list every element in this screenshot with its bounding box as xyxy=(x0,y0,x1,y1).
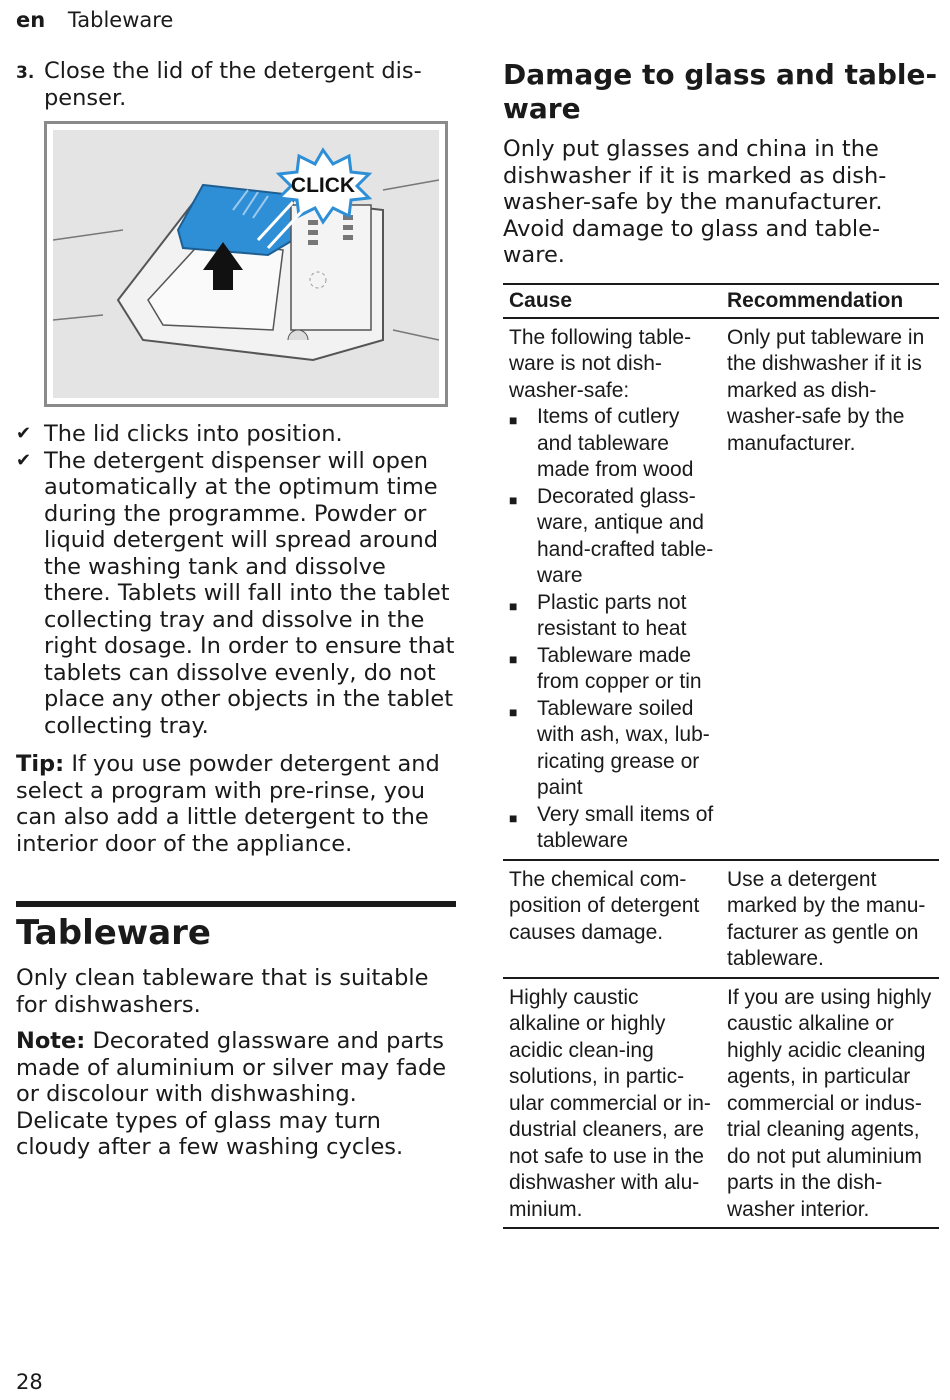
square-bullet-icon: ■ xyxy=(509,597,518,614)
square-bullet-icon: ■ xyxy=(509,650,518,667)
check-icon: ✔ xyxy=(16,449,32,471)
square-bullet-icon: ■ xyxy=(509,412,518,428)
list-item: ■ Plastic parts not resistant to heat xyxy=(509,590,715,643)
not-safe-list xyxy=(509,404,715,855)
column-header-cause: Cause xyxy=(503,284,721,318)
table-row xyxy=(503,978,939,1229)
cause-cell: The following table-ware is not dish-washer-safe: ■ Items of cutlery and tableware made from wood ■ Decorated glass-ware, antique and hand-crafted table-ware ■ Plastic parts not resistant to heat ■ Tableware made from copper or tin ■ Tableware soiled with ash, wax, lub-ricating grease or paint ■ Very small items of tableware xyxy=(503,318,721,860)
list-item: ■ Items of cutlery and tableware made from wood xyxy=(509,404,715,484)
page-number: 28 xyxy=(16,1370,43,1394)
tip-paragraph: Tip: If you use powder detergent and select a program with pre-rinse, you can also add a little detergent to the interior door of the appliance. xyxy=(16,751,440,857)
square-bullet-icon: ■ xyxy=(509,703,518,720)
dispenser-drawing xyxy=(53,130,439,398)
table-row xyxy=(503,860,939,978)
cause-recommendation-table xyxy=(503,283,939,1230)
cause-cell: The chemical com-position of detergent causes damage. xyxy=(503,860,721,978)
tip-label: Tip: xyxy=(16,751,65,777)
page-header xyxy=(16,8,173,32)
list-item: ■ Decorated glass-ware, antique and hand-crafted table-ware xyxy=(509,484,715,590)
step-3 xyxy=(16,58,456,111)
result-item: ✔ The lid clicks into position. xyxy=(16,421,343,447)
note-label: Note: xyxy=(16,1028,86,1054)
list-item: ■ Tableware soiled with ash, wax, lub-ricating grease or paint xyxy=(509,696,715,802)
tableware-intro: Only clean tableware that is suitable for dishwashers. xyxy=(16,965,429,1018)
cause-cell: Highly caustic alkaline or highly acidic clean-ing solutions, in partic-ular commercial or in-dustrial cleaners, are not safe to use in the dishwasher with alu-minium. xyxy=(503,978,721,1229)
section-title: Tableware xyxy=(67,8,174,32)
result-list xyxy=(16,421,456,739)
right-column xyxy=(503,58,939,1229)
language-code: en xyxy=(16,8,46,32)
section-rule xyxy=(16,901,456,907)
square-bullet-icon: ■ xyxy=(509,809,518,826)
detergent-dispenser-illustration xyxy=(44,121,448,407)
square-bullet-icon: ■ xyxy=(509,491,518,508)
click-label: CLICK xyxy=(290,174,356,197)
table-header-row xyxy=(503,284,939,318)
step-number: 3. xyxy=(16,63,35,83)
damage-intro: Only put glasses and china in the dishwasher if it is marked as dish-washer-safe by the manufacturer. Avoid damage to glass and table-ware. xyxy=(503,136,887,268)
recommendation-cell: Use a detergent marked by the manu-facturer as gentle on tableware. xyxy=(721,860,939,978)
left-column xyxy=(16,58,456,1161)
tableware-heading: Tableware xyxy=(16,913,211,953)
check-icon: ✔ xyxy=(16,423,32,444)
damage-heading: Damage to glass and table-ware xyxy=(503,58,938,125)
step-text: Close the lid of the detergent dis-penser. xyxy=(44,58,422,111)
recommendation-cell: Only put tableware in the dishwasher if it is marked as dish-washer-safe by the manufacturer. xyxy=(721,318,939,860)
recommendation-cell: If you are using highly caustic alkaline or highly acidic cleaning agents, in particular commercial or indus-trial cleaning agents, do not put aluminium parts in the dish-washer interior. xyxy=(721,978,939,1229)
table-row xyxy=(503,318,939,860)
column-header-recommendation: Recommendation xyxy=(721,284,939,318)
list-item: ■ Tableware made from copper or tin xyxy=(509,643,715,696)
note-paragraph: Note: Decorated glassware and parts made of aluminium or silver may fade or discolour with dishwashing. Delicate types of glass may turn cloudy after a few washing cycles. xyxy=(16,1028,447,1160)
list-item: ■ Very small items of tableware xyxy=(509,802,715,855)
result-item: ✔ The detergent dispenser will open automatically at the optimum time during the programme. Powder or liquid detergent will spread around the washing tank and dissolve there. Tablets will fall into the tablet collecting tray and dissolve in the right dosage. In order to ensure that tablets can dissolve evenly, do not place any other objects in the tablet collecting tray. xyxy=(16,447,455,739)
